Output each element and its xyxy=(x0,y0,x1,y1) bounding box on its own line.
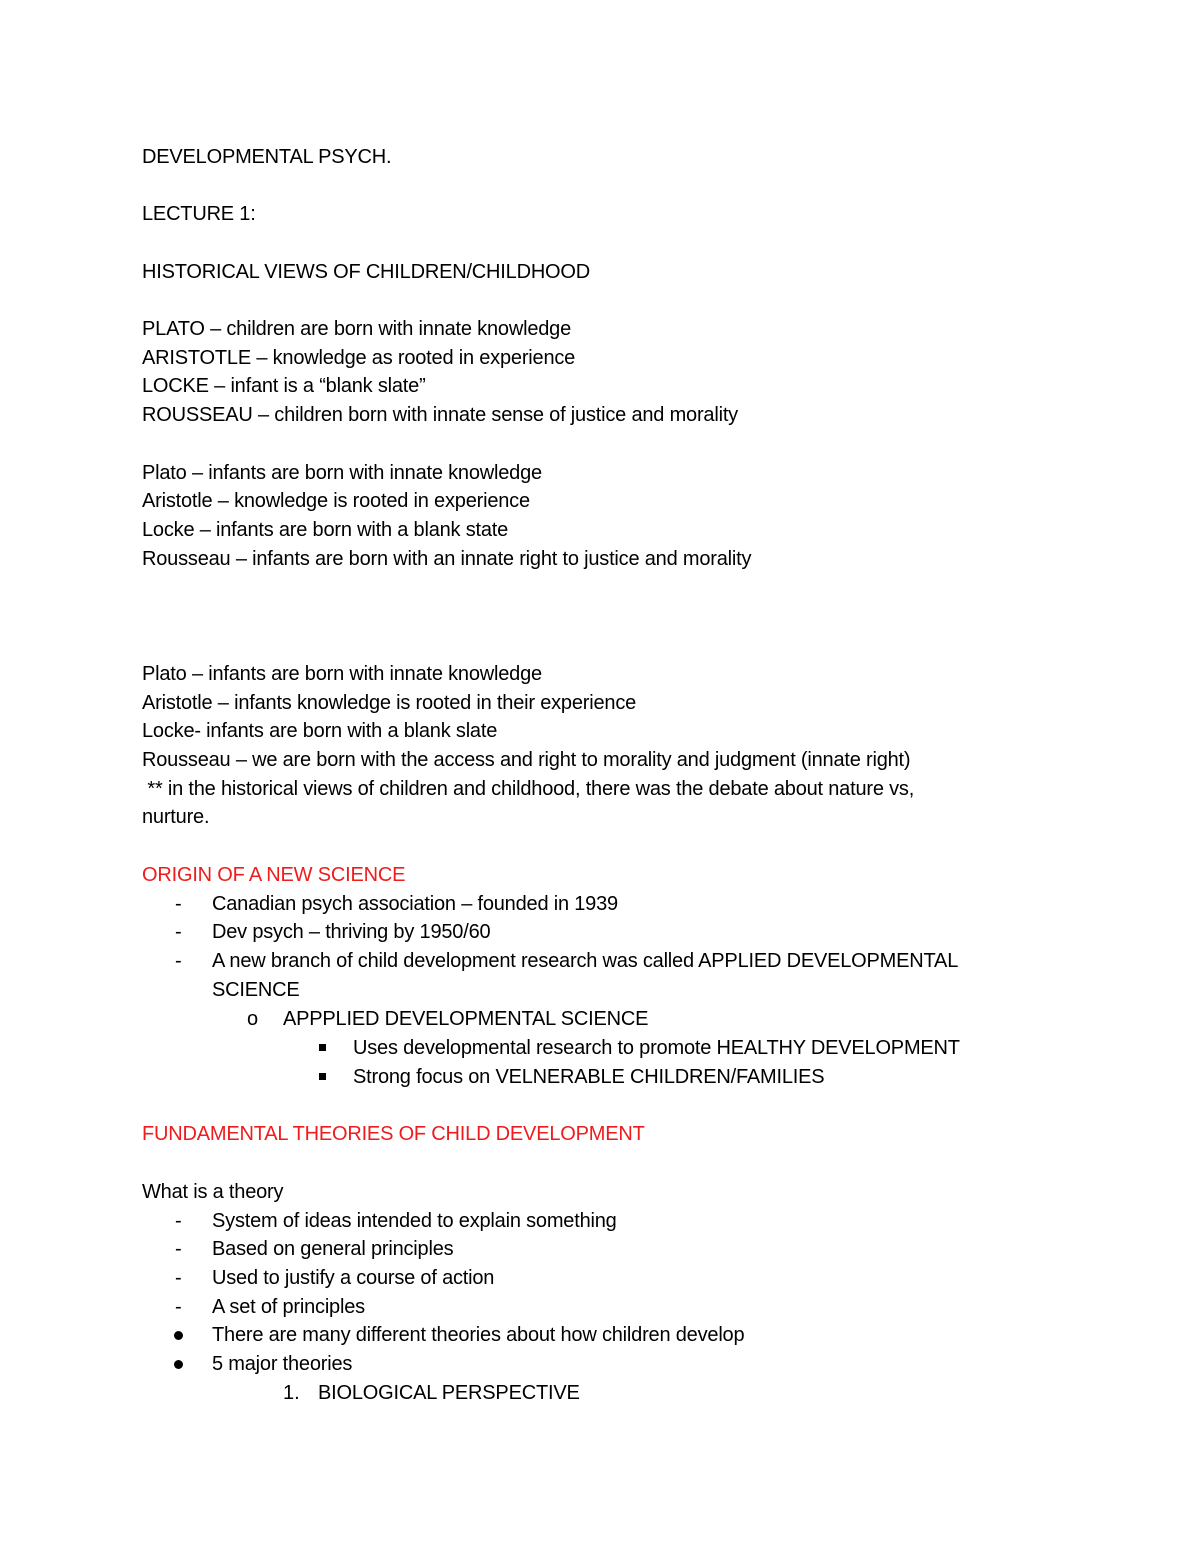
list-item: A new branch of child development research was called APPLIED DEVELOPMENTAL xyxy=(212,950,959,972)
dash-marker: - xyxy=(175,950,182,972)
dash-marker: - xyxy=(175,893,182,915)
list-item: Used to justify a course of action xyxy=(212,1267,495,1289)
theory-question: What is a theory xyxy=(142,1181,284,1203)
list-item: 5 major theories xyxy=(212,1353,353,1375)
list-item: Dev psych – thriving by 1950/60 xyxy=(212,921,491,943)
note-line: ** in the historical views of children and childhood, there was the debate about nature vs, xyxy=(142,778,915,800)
square-bullet-icon xyxy=(319,1073,326,1080)
section-heading-fundamental-theories: FUNDAMENTAL THEORIES OF CHILD DEVELOPMENT xyxy=(142,1123,645,1145)
sub-sub-list-item: Uses developmental research to promote HEALTHY DEVELOPMENT xyxy=(353,1037,960,1059)
bullet-dot-icon xyxy=(174,1360,183,1369)
text-line: PLATO – children are born with innate knowledge xyxy=(142,318,572,340)
list-item: A set of principles xyxy=(212,1296,365,1318)
square-bullet-icon xyxy=(319,1044,326,1051)
list-item: Based on general principles xyxy=(212,1238,454,1260)
dash-marker: - xyxy=(175,1210,182,1232)
bullet-dot-icon xyxy=(174,1331,183,1340)
circle-marker: o xyxy=(247,1008,259,1030)
text-line: Aristotle – infants knowledge is rooted in their experience xyxy=(142,692,637,714)
dash-marker: - xyxy=(175,921,182,943)
text-line: Rousseau – we are born with the access and right to morality and judgment (innate right) xyxy=(142,749,911,771)
dash-marker: - xyxy=(175,1296,182,1318)
note-line: nurture. xyxy=(142,806,210,828)
text-line: ARISTOTLE – knowledge as rooted in experience xyxy=(142,347,576,369)
sub-list-item: APPPLIED DEVELOPMENTAL SCIENCE xyxy=(283,1008,649,1030)
number-marker: 1. xyxy=(283,1382,300,1404)
sub-sub-list-item: Strong focus on VELNERABLE CHILDREN/FAMILIES xyxy=(353,1066,825,1088)
text-line: Locke – infants are born with a blank state xyxy=(142,519,509,541)
section-heading-origin: ORIGIN OF A NEW SCIENCE xyxy=(142,864,406,886)
numbered-list-item: BIOLOGICAL PERSPECTIVE xyxy=(318,1382,580,1404)
list-item-continuation: SCIENCE xyxy=(212,979,300,1001)
text-line: Plato – infants are born with innate knowledge xyxy=(142,663,542,685)
lecture-label: LECTURE 1: xyxy=(142,203,256,225)
text-line: Aristotle – knowledge is rooted in experience xyxy=(142,490,530,512)
text-line: LOCKE – infant is a “blank slate” xyxy=(142,375,426,397)
text-line: Plato – infants are born with innate knowledge xyxy=(142,462,542,484)
text-line: Rousseau – infants are born with an innate right to justice and morality xyxy=(142,548,752,570)
list-item: Canadian psych association – founded in 1939 xyxy=(212,893,618,915)
dash-marker: - xyxy=(175,1267,182,1289)
document-title: DEVELOPMENTAL PSYCH. xyxy=(142,146,392,168)
dash-marker: - xyxy=(175,1238,182,1260)
text-line: Locke- infants are born with a blank slate xyxy=(142,720,498,742)
list-item: System of ideas intended to explain something xyxy=(212,1210,617,1232)
section-heading-historical-views: HISTORICAL VIEWS OF CHILDREN/CHILDHOOD xyxy=(142,261,591,283)
text-line: ROUSSEAU – children born with innate sense of justice and morality xyxy=(142,404,738,426)
list-item: There are many different theories about how children develop xyxy=(212,1324,745,1346)
